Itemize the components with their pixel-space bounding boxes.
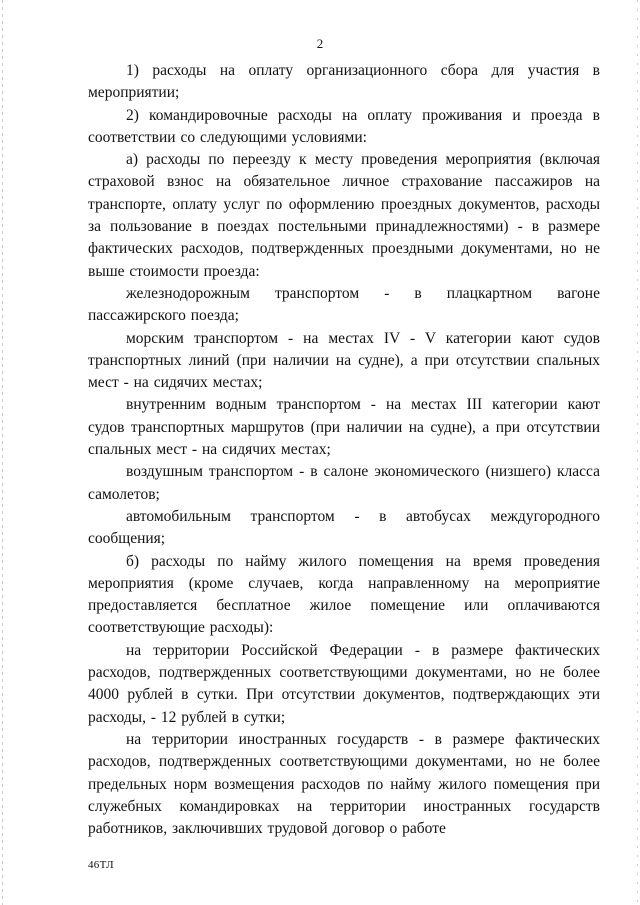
scan-edge-left [2,0,3,905]
paragraph-inland-water: внутренним водным транспортом - на местах III категории кают судов транспортных маршрутов (при наличии на судне), а при отсутствии спальных мест - на сидячих местах; [88,396,600,459]
paragraph-sea: морским транспортом - на местах IV - V категории кают судов транспортных линий (при наличии на судне), а при отсутствии спальных мест - на сидячих местах; [88,329,600,392]
paragraph-accommodation: б) расходы по найму жилого помещения на время проведения мероприятия (кроме случаев, когда направленному на мероприятие предоставляется бесплатное жилое помещение или оплачиваются соответствующие расходы): [88,552,600,637]
scan-edge-right [637,0,638,905]
paragraph-air: воздушным транспортом - в салоне экономического (низшего) класса самолетов; [88,463,600,503]
footer-code: 46ТЛ [88,859,114,871]
paragraph-relocation-expenses: а) расходы по переезду к месту проведения мероприятия (включая страховой взнос на обязательное личное страхование пассажиров на транспорте, оплату услуг по оформлению проездных документов, расходы за пользование в поездах постельными принадлежностями) - в размере фактических расходов, подтвержденных проездными документами, но не выше стоимости проезда: [88,151,600,280]
page-number: 2 [316,36,324,51]
paragraph-road: автомобильным транспортом - в автобусах междугородного сообщения; [88,507,600,548]
paragraph-foreign-accommodation: на территории иностранных государств - в размере фактических расходов, подтвержденных соответствующими документами, но не более предельных норм возмещения расходов по найму жилого помещения при служебных командировках на территории иностранных государств работников, заключивших трудовой договор о работе [88,730,600,838]
paragraph-org-fee: 1) расходы на оплату организационного сбора для участия в мероприятии; [88,62,600,102]
paragraph-russia-accommodation: на территории Российской Федерации - в размере фактических расходов, подтвержденных соответствующими документами, но не более 4000 рублей в сутки. При отсутствии документов, подтверждающих эти расходы, - 12 рублей в сутки; [88,641,600,726]
paragraph-railway: железнодорожным транспортом - в плацкартном вагоне пассажирского поезда; [88,284,600,325]
document-body [88,60,600,840]
paragraph-travel-expenses: 2) командировочные расходы на оплату проживания и проезда в соответствии со следующими условиями: [88,106,600,146]
